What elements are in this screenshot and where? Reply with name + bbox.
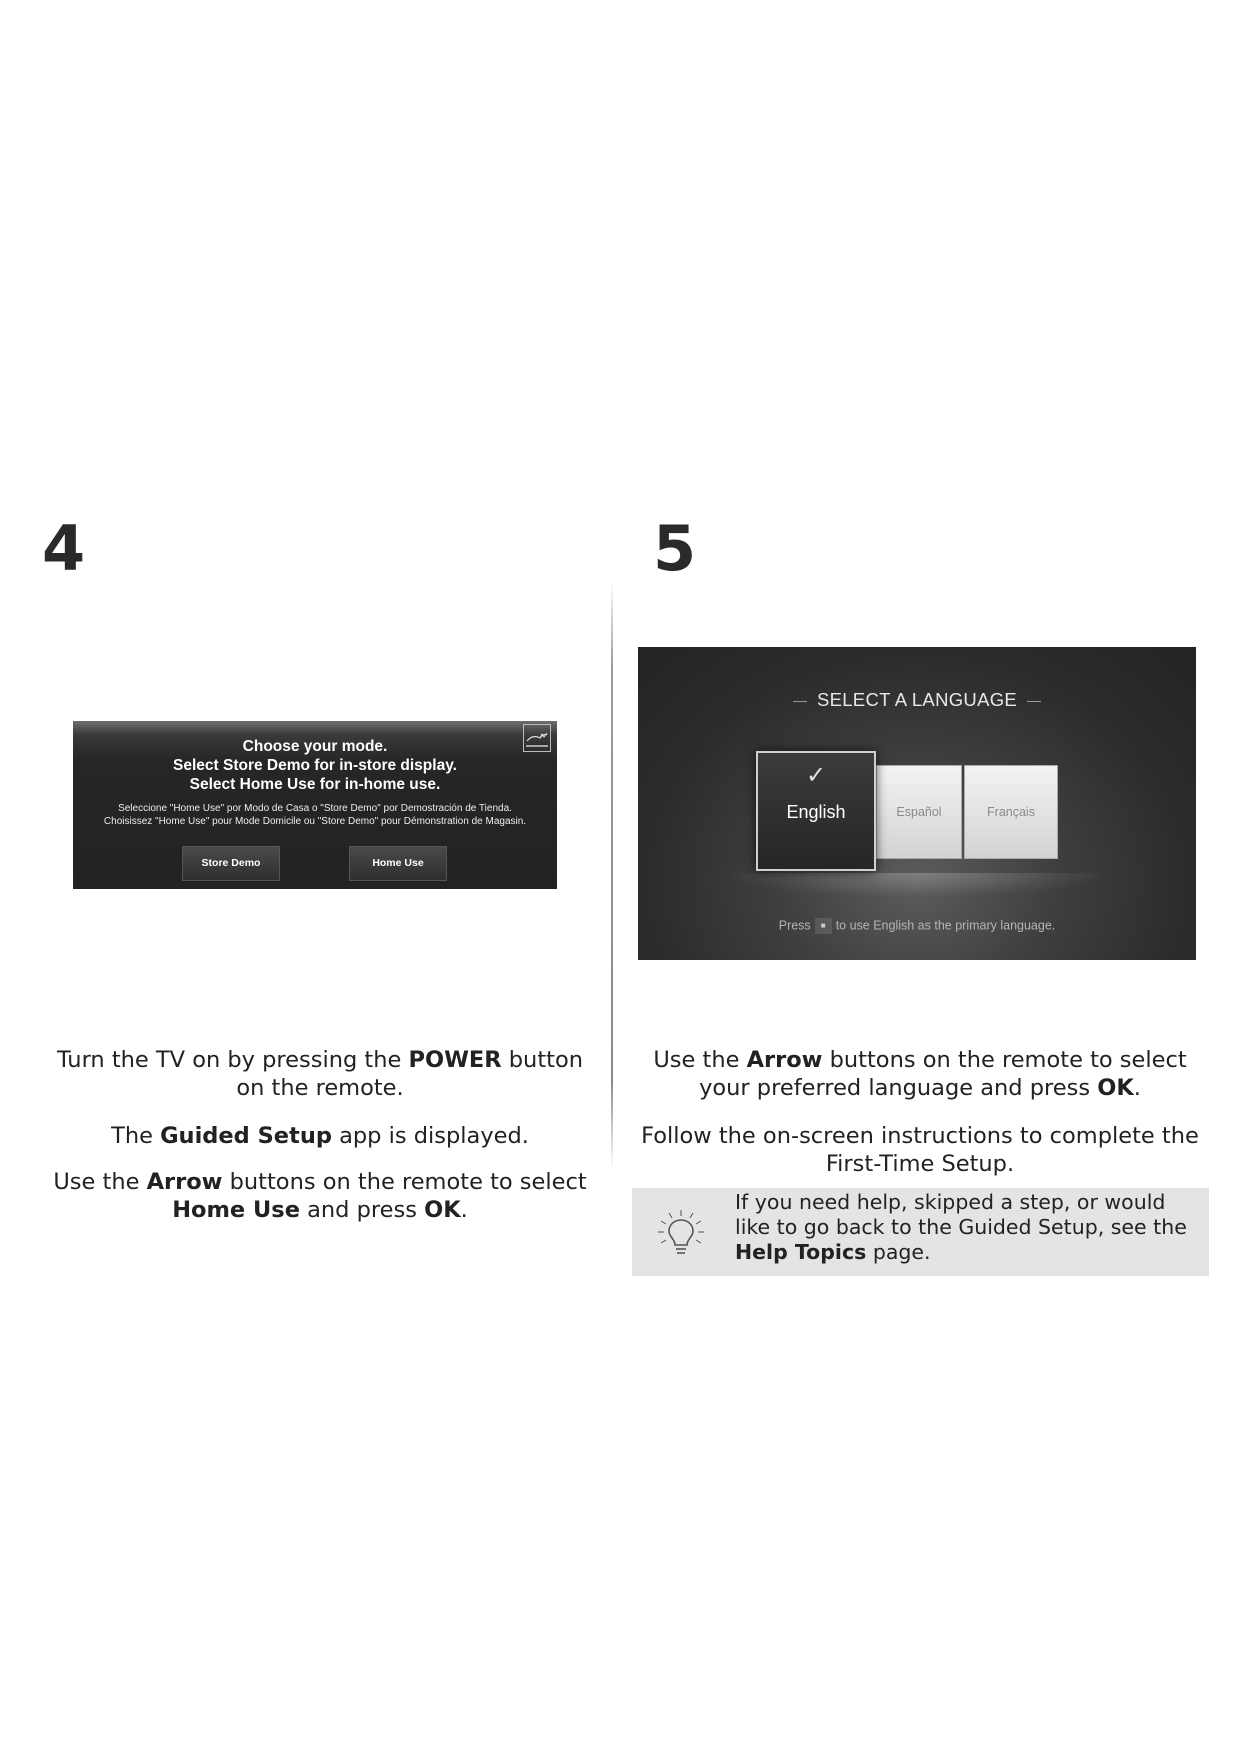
store-demo-button[interactable]: Store Demo: [182, 846, 280, 881]
mode-heading-line-1: Choose your mode.: [242, 738, 388, 755]
mode-heading-line-3: Select Home Use for in-home use.: [189, 776, 441, 793]
column-divider: [611, 580, 613, 1170]
checkmark-icon: ✓: [805, 762, 827, 789]
help-tip-text: If you need help, skipped a step, or would like to go back to the Guided Setup, see the Help Topics page.: [735, 1190, 1187, 1264]
step-4-instruction-power: Turn the TV on by pressing the POWER button on the remote.: [56, 1047, 583, 1101]
help-topics-link: Help Topics: [735, 1240, 867, 1264]
ok-key-icon: ■: [815, 918, 832, 934]
step-5-instruction-first-time-setup: Follow the on-screen instructions to complete the First-Time Setup.: [641, 1123, 1199, 1177]
language-screen-title: SELECT A LANGUAGE: [638, 689, 1196, 711]
step-4-instruction-guided-setup: The Guided Setup app is displayed.: [111, 1123, 529, 1149]
language-option-english-label: English: [786, 802, 846, 822]
language-screen-footer: Press ■ to use English as the primary language.: [778, 918, 1056, 933]
mode-heading-line-2: Select Store Demo for in-store display.: [173, 757, 457, 774]
reflection-glow: [718, 873, 1116, 897]
mode-spanish-text: Seleccione "Home Use" por Modo de Casa o "Store Demo" por Demostración de Tienda.: [118, 803, 512, 814]
mode-selection-screen: [73, 721, 557, 889]
lightbulb-icon: [656, 1208, 706, 1258]
step-5-number: 5: [653, 512, 697, 585]
help-tip-box: [632, 1188, 1209, 1276]
step-4-instruction-home-use: Use the Arrow buttons on the remote to select Home Use and press OK.: [53, 1169, 587, 1223]
language-option-francais[interactable]: Français: [964, 765, 1058, 859]
home-use-button[interactable]: Home Use: [349, 846, 447, 881]
step-5-instruction-language: Use the Arrow buttons on the remote to select your preferred language and press OK.: [653, 1047, 1187, 1101]
step-4-number: 4: [42, 512, 86, 585]
language-option-espanol[interactable]: Español: [876, 765, 962, 859]
mode-french-text: Choisissez "Home Use" pour Mode Domicile ou "Store Demo" pour Démonstration de Magasin.: [103, 816, 527, 827]
language-option-english[interactable]: [756, 751, 876, 871]
language-selection-screen: [638, 647, 1196, 960]
